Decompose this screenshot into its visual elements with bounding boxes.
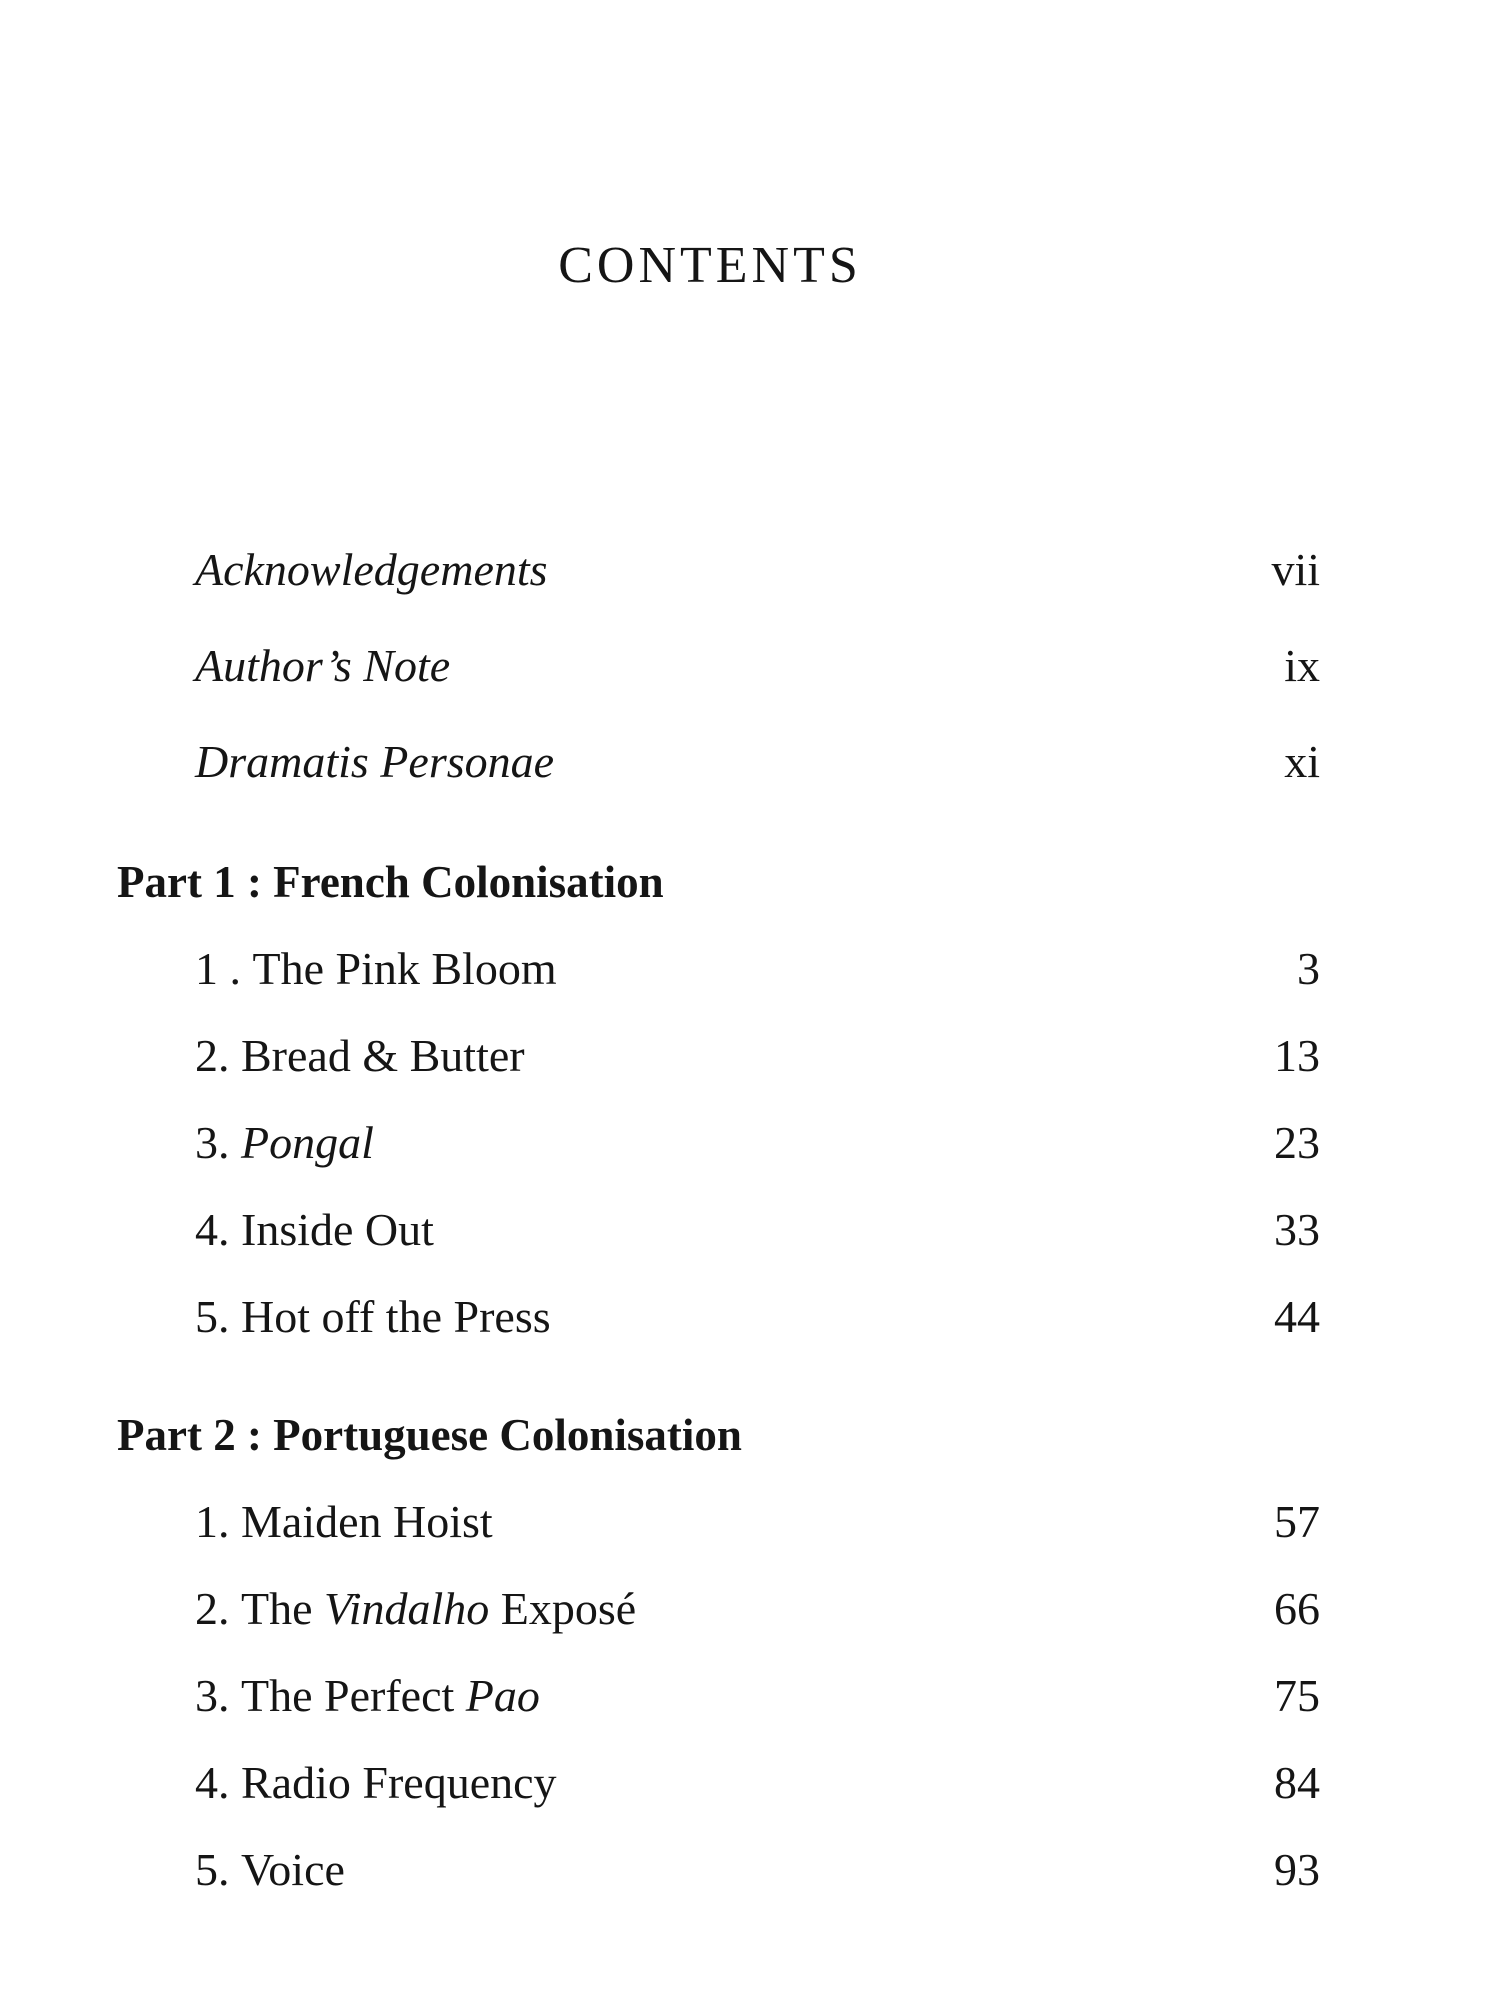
toc-entry-label bbox=[195, 1583, 637, 1634]
toc-entry-label: Dramatis Personae bbox=[195, 736, 555, 787]
chapter-number: 5. bbox=[195, 1844, 230, 1895]
toc-page-number: 75 bbox=[1274, 1670, 1320, 1721]
chapter-title-italic: Pao bbox=[465, 1670, 540, 1721]
toc-entry-part2-ch1[interactable] bbox=[195, 1492, 1320, 1552]
toc-entry-authors-note[interactable] bbox=[195, 636, 1320, 696]
toc-page-number: 84 bbox=[1274, 1757, 1320, 1808]
toc-page-number: 23 bbox=[1274, 1117, 1320, 1168]
toc-entry-part1-ch4[interactable] bbox=[195, 1200, 1320, 1260]
toc-entry-part2-ch5[interactable] bbox=[195, 1840, 1320, 1900]
chapter-title-suffix: Exposé bbox=[489, 1583, 637, 1634]
toc-page-number: 13 bbox=[1274, 1030, 1320, 1081]
toc-page-number: vii bbox=[1271, 544, 1320, 595]
toc-entry-dramatis-personae[interactable] bbox=[195, 732, 1320, 792]
toc-entry-part2-ch2[interactable] bbox=[195, 1579, 1320, 1639]
chapter-title: Hot off the Press bbox=[241, 1291, 551, 1342]
toc-entry-label bbox=[195, 1030, 525, 1081]
chapter-title-italic: Vindalho bbox=[324, 1583, 490, 1634]
chapter-title: Radio Frequency bbox=[241, 1757, 557, 1808]
chapter-title: Maiden Hoist bbox=[241, 1496, 493, 1547]
toc-entry-part2-ch4[interactable] bbox=[195, 1753, 1320, 1813]
chapter-number: 4. bbox=[195, 1757, 230, 1808]
chapter-number: 3. bbox=[195, 1117, 230, 1168]
chapter-title: The Perfect bbox=[241, 1670, 466, 1721]
chapter-number: 1 . bbox=[195, 943, 241, 994]
toc-entry-part1-ch3[interactable] bbox=[195, 1113, 1320, 1173]
toc-page-number: 44 bbox=[1274, 1291, 1320, 1342]
toc-entry-label bbox=[195, 1670, 540, 1721]
toc-entry-label bbox=[195, 1496, 493, 1547]
chapter-number: 2. bbox=[195, 1583, 230, 1634]
chapter-number: 4. bbox=[195, 1204, 230, 1255]
part-1-heading: Part 1 : French Colonisation bbox=[117, 856, 664, 907]
toc-entry-label: Author’s Note bbox=[195, 640, 451, 691]
chapter-title: The Pink Bloom bbox=[252, 943, 557, 994]
toc-entry-label bbox=[195, 1204, 434, 1255]
toc-entry-label: Acknowledgements bbox=[195, 544, 548, 595]
page-title: CONTENTS bbox=[558, 237, 862, 294]
toc-entry-label bbox=[195, 1757, 557, 1808]
chapter-number: 3. bbox=[195, 1670, 230, 1721]
chapter-title: The bbox=[241, 1583, 325, 1634]
chapter-title: Voice bbox=[241, 1844, 345, 1895]
toc-entry-part2-ch3[interactable] bbox=[195, 1666, 1320, 1726]
toc-page-number: 33 bbox=[1274, 1204, 1320, 1255]
toc-entry-label bbox=[195, 943, 557, 994]
toc-entry-label bbox=[195, 1117, 374, 1168]
toc-entry-part1-ch1[interactable] bbox=[195, 939, 1320, 999]
chapter-number: 1. bbox=[195, 1496, 230, 1547]
toc-page-number: 66 bbox=[1274, 1583, 1320, 1634]
chapter-number: 5. bbox=[195, 1291, 230, 1342]
toc-page-number: ix bbox=[1284, 640, 1320, 691]
toc-page-number: 57 bbox=[1274, 1496, 1320, 1547]
toc-entry-label bbox=[195, 1844, 345, 1895]
toc-page-number: 3 bbox=[1297, 943, 1320, 994]
toc-entry-label bbox=[195, 1291, 551, 1342]
chapter-number: 2. bbox=[195, 1030, 230, 1081]
toc-entry-acknowledgements[interactable] bbox=[195, 540, 1320, 600]
toc-entry-part1-ch5[interactable] bbox=[195, 1287, 1320, 1347]
chapter-title: Bread & Butter bbox=[241, 1030, 525, 1081]
part-2-heading: Part 2 : Portuguese Colonisation bbox=[117, 1409, 742, 1460]
toc-entry-part1-ch2[interactable] bbox=[195, 1026, 1320, 1086]
toc-page-number: xi bbox=[1284, 736, 1320, 787]
toc-page-number: 93 bbox=[1274, 1844, 1320, 1895]
chapter-title-italic: Pongal bbox=[241, 1117, 374, 1168]
chapter-title: Inside Out bbox=[241, 1204, 434, 1255]
